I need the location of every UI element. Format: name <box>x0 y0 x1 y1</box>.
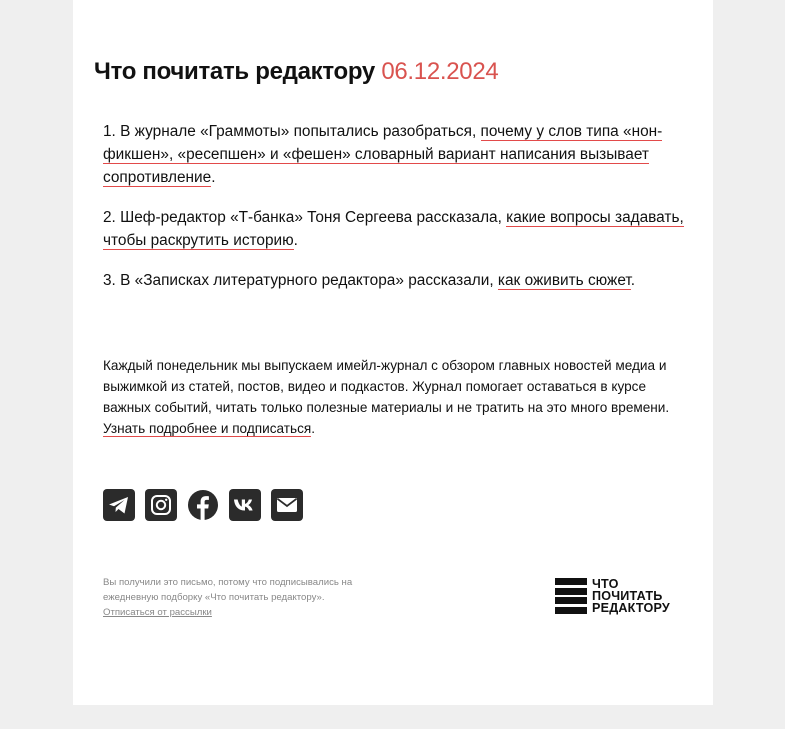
item-punctuation: . <box>211 169 216 186</box>
article-link[interactable]: как оживить сюжет <box>497 272 631 289</box>
logo-line: ПОЧИТАТЬ <box>592 589 663 603</box>
email-icon[interactable] <box>271 489 303 521</box>
footer-note-text: Вы получили это письмо, потому что подписывались на ежедневную подборку «Что почитать редактору». <box>103 577 353 603</box>
vk-icon[interactable] <box>229 489 261 521</box>
item-text: Шеф-редактор «Т-банка» Тоня Сергеева рассказала, <box>120 209 502 226</box>
page-title <box>94 58 498 86</box>
logo-wordmark <box>592 578 670 614</box>
facebook-icon[interactable] <box>187 489 219 521</box>
item-number: 3. <box>103 272 116 289</box>
list-item <box>103 269 688 292</box>
logo-line: ЧТО <box>592 577 619 591</box>
article-link[interactable]: какие вопросы задавать, чтобы раскрутить историю <box>103 209 684 249</box>
title-text: Что почитать редактору <box>94 58 375 85</box>
logo-bars-icon <box>555 578 587 614</box>
newsletter-description <box>103 355 688 439</box>
item-punctuation: . <box>293 232 298 249</box>
item-text: В журнале «Граммоты» попытались разобраться, <box>120 123 477 140</box>
social-links <box>103 489 303 521</box>
item-punctuation: . <box>630 272 635 289</box>
list-item <box>103 206 688 252</box>
news-list <box>103 120 688 309</box>
about-punctuation: . <box>311 421 316 436</box>
brand-logo <box>555 578 670 614</box>
instagram-icon[interactable] <box>145 489 177 521</box>
item-number: 2. <box>103 209 116 226</box>
item-number: 1. <box>103 123 116 140</box>
telegram-icon[interactable] <box>103 489 135 521</box>
item-text: В «Записках литературного редактора» рассказали, <box>120 272 494 289</box>
article-link[interactable]: почему у слов типа «нон-фикшен», «ресепшен» и «фешен» словарный вариант написания вызывает сопротивление <box>103 123 663 186</box>
unsubscribe-link[interactable]: Отписаться от рассылки <box>103 607 212 618</box>
about-text: Каждый понедельник мы выпускаем имейл-журнал с обзором главных новостей медиа и выжимкой из статей, постов, видео и подкастов. Журнал помогает оставаться в курсе важных событий, читать только полезные материалы и не тратить на это много времени. <box>103 358 670 415</box>
footer-note <box>103 575 393 620</box>
list-item <box>103 120 688 189</box>
logo-line: РЕДАКТОРУ <box>592 601 670 615</box>
email-card <box>73 0 713 705</box>
subscribe-link[interactable]: Узнать подробнее и подписаться <box>103 421 312 436</box>
issue-date: 06.12.2024 <box>381 58 499 85</box>
